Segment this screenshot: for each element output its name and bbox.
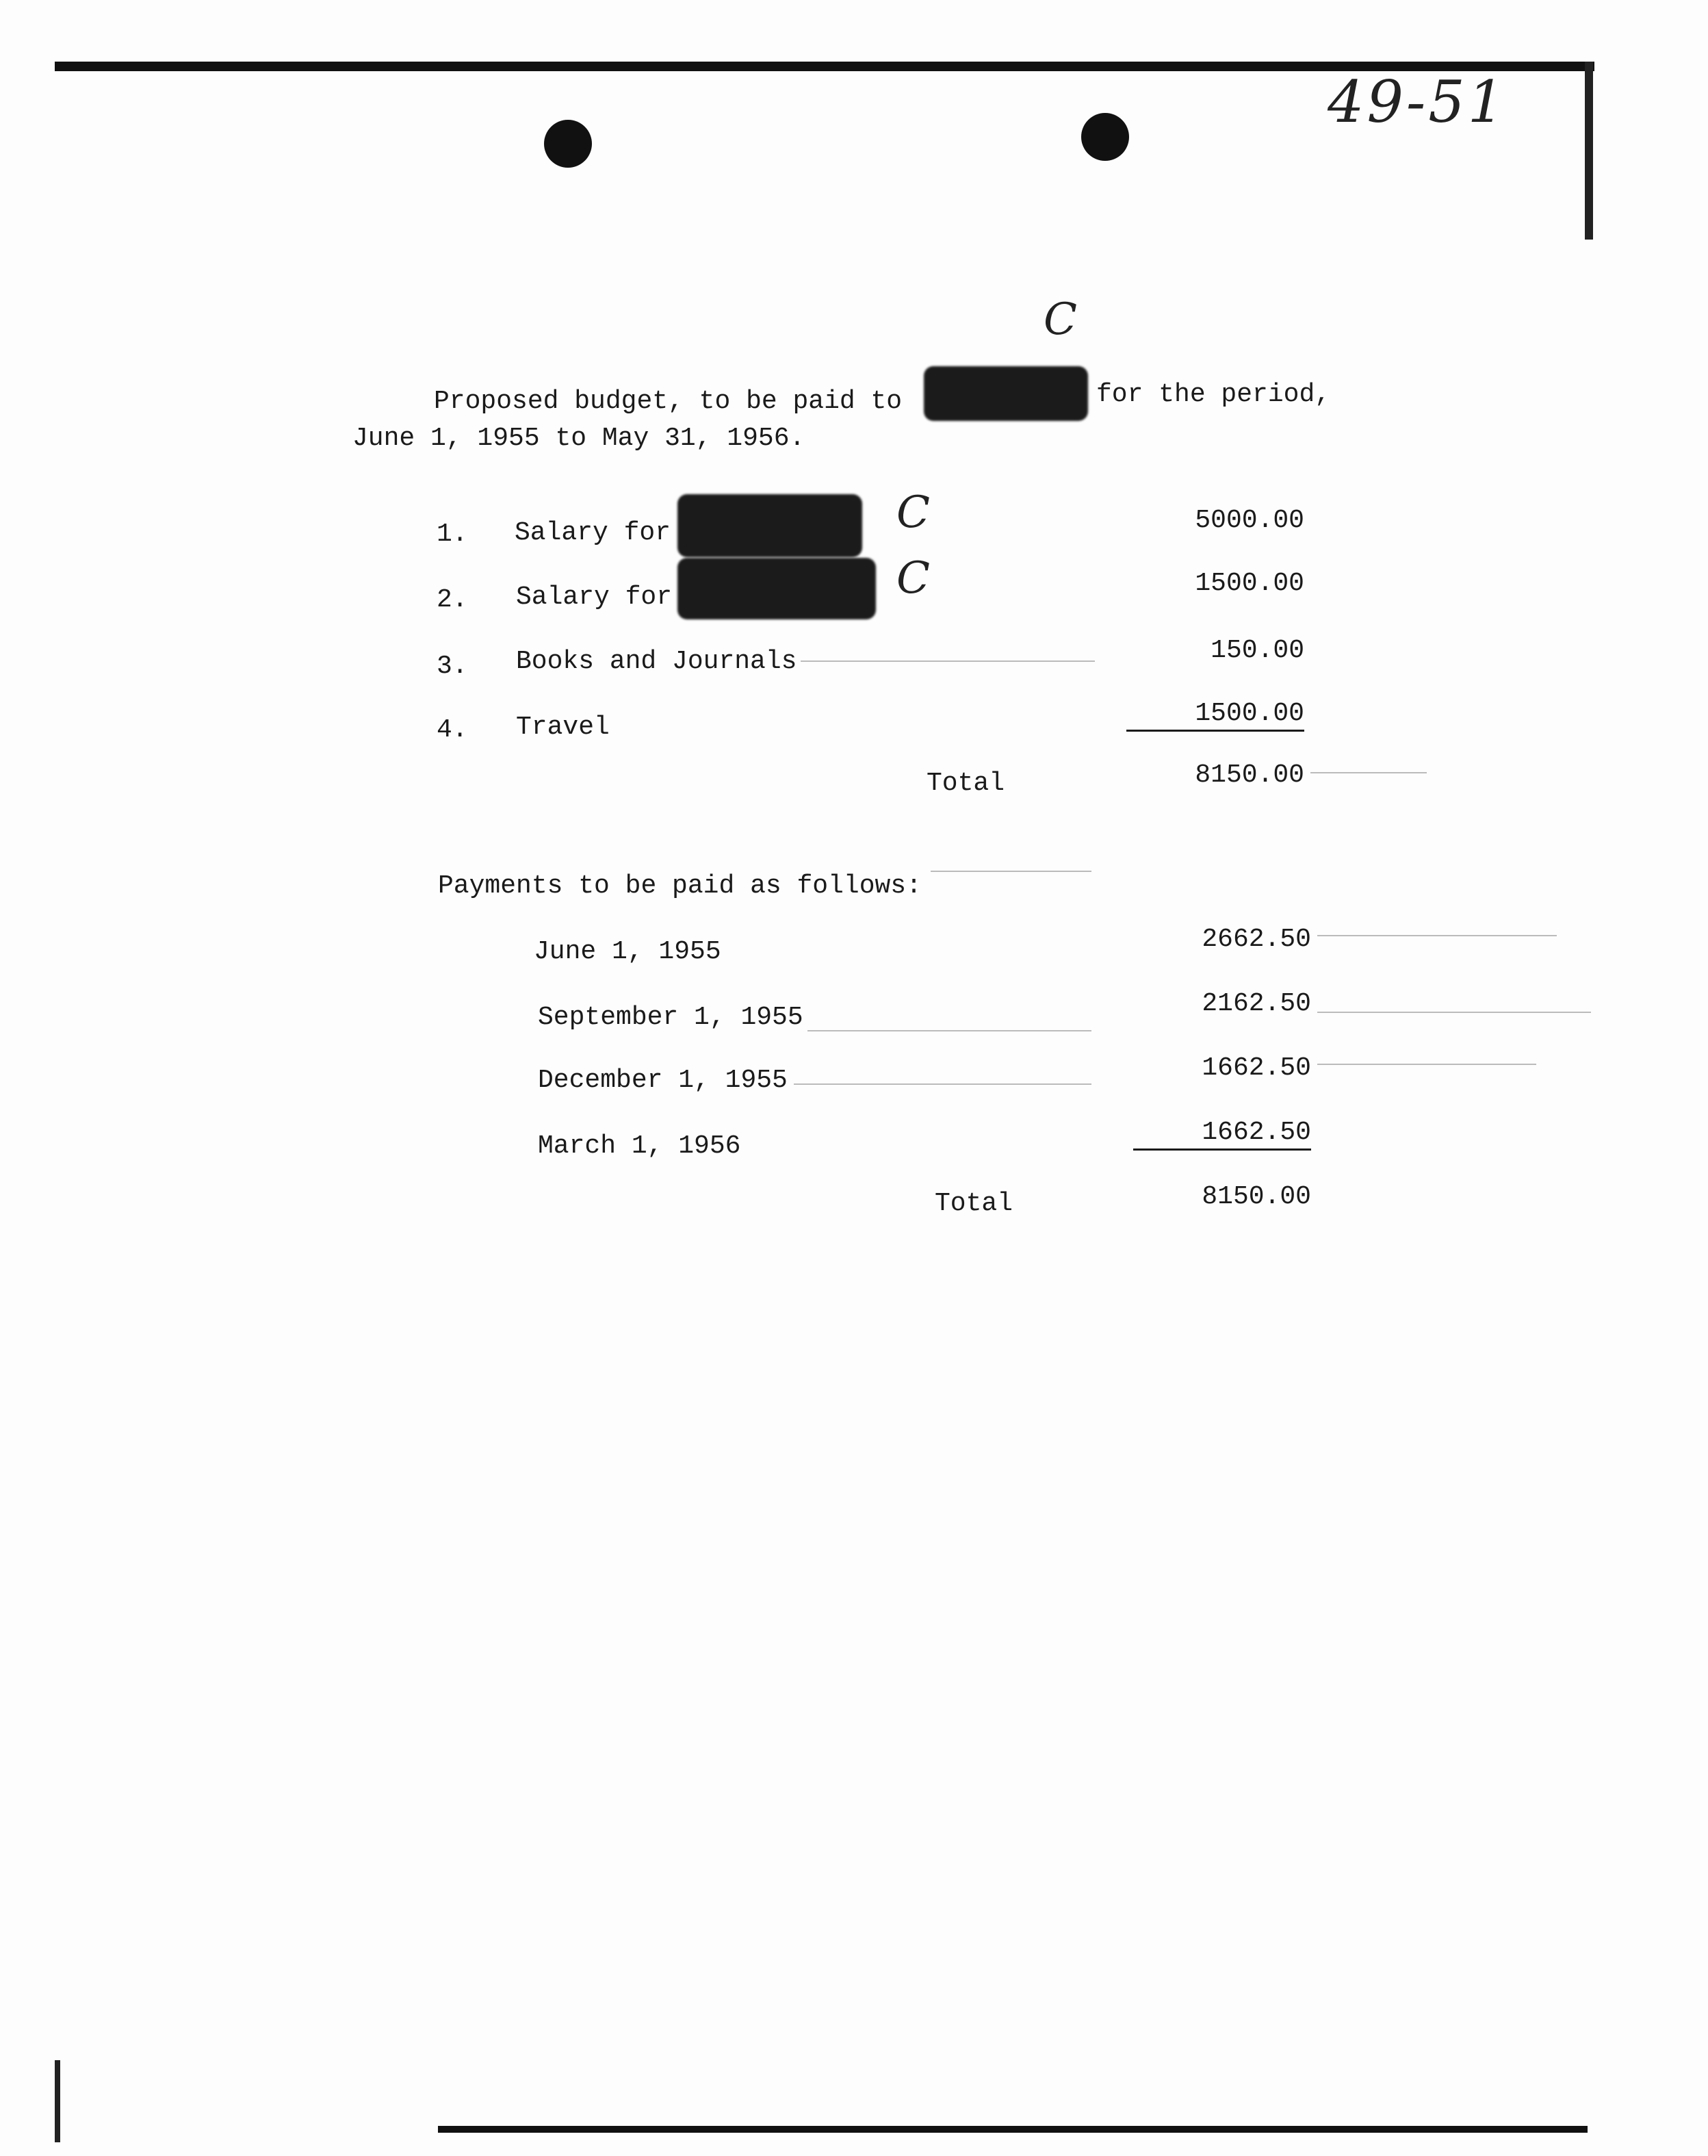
leader-line [931, 871, 1091, 872]
leader-line [1317, 1064, 1536, 1065]
payment-amount: 1662.50 [1202, 1053, 1311, 1083]
item-amount: 1500.00 [1195, 569, 1304, 598]
scan-edge-right [1585, 62, 1593, 240]
handwritten-page-number: 49-51 [1328, 68, 1508, 136]
item-label: Salary for [516, 582, 673, 612]
payment-date: June 1, 1955 [534, 937, 721, 966]
payment-amount: 2162.50 [1202, 989, 1311, 1018]
payment-date: March 1, 1956 [538, 1131, 741, 1161]
item-number: 2. [437, 585, 468, 615]
punch-hole-right [1081, 113, 1129, 161]
handwritten-mark: C [1044, 294, 1077, 345]
item-number: 3. [437, 652, 468, 681]
handwritten-mark: C [896, 487, 930, 538]
redaction-person-2 [677, 558, 876, 619]
leader-line [1317, 935, 1557, 936]
item-number: 1. [437, 519, 468, 549]
payments-total-amount: 8150.00 [1202, 1182, 1311, 1211]
payments-heading: Payments to be paid as follows: [438, 871, 922, 901]
item-number: 4. [437, 715, 468, 745]
leader-line [801, 660, 1095, 662]
payments-total-label: Total [935, 1189, 1013, 1218]
handwritten-mark: C [896, 553, 930, 604]
header-line2: June 1, 1955 to May 31, 1956. [352, 424, 805, 453]
leader-line [1310, 772, 1427, 773]
item-amount: 5000.00 [1195, 506, 1304, 535]
item-label: Books and Journals [516, 647, 797, 676]
redaction-payee [924, 366, 1088, 421]
leader-line [807, 1030, 1091, 1031]
header-line1-suffix: for the period, [1096, 380, 1331, 409]
payment-date: September 1, 1955 [538, 1003, 803, 1032]
item-label: Salary for [515, 518, 671, 548]
scan-edge-bottom [438, 2126, 1588, 2133]
punch-hole-left [544, 120, 592, 168]
item-amount: 1500.00 [1126, 701, 1304, 732]
header-line1-prefix: Proposed budget, to be paid to [434, 387, 903, 416]
budget-total-label: Total [927, 769, 1005, 798]
scan-edge-left [55, 2060, 60, 2142]
redaction-person-1 [677, 494, 862, 557]
item-label: Travel [516, 713, 610, 742]
budget-total-amount: 8150.00 [1195, 760, 1304, 790]
item-amount: 150.00 [1211, 636, 1304, 665]
payment-amount: 1662.50 [1133, 1120, 1311, 1151]
payment-amount: 2662.50 [1202, 925, 1311, 954]
payment-date: December 1, 1955 [538, 1066, 788, 1095]
leader-line [794, 1083, 1091, 1085]
leader-line [1317, 1012, 1591, 1013]
